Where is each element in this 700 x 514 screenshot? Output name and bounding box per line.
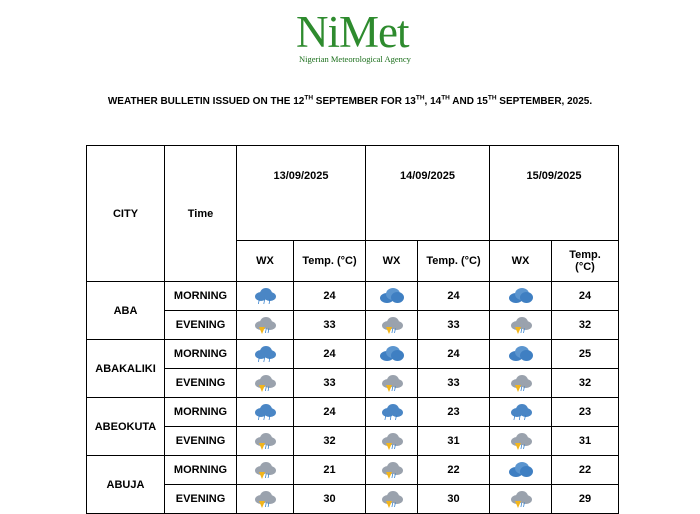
logo-wordmark: NiMet xyxy=(296,7,409,57)
thunderstorm-icon: // xyxy=(380,460,404,480)
temp-value: 33 xyxy=(418,369,490,398)
temp-value: 24 xyxy=(418,340,490,369)
temp-value: 30 xyxy=(418,485,490,514)
thunderstorm-icon: // xyxy=(380,431,404,451)
temp-value: 33 xyxy=(418,311,490,340)
wx-header: WX xyxy=(366,241,418,282)
wx-cell xyxy=(237,485,294,514)
thunderstorm-icon: // xyxy=(253,460,277,480)
temp-value: 31 xyxy=(552,427,619,456)
wx-cell xyxy=(237,311,294,340)
temp-value: 22 xyxy=(418,456,490,485)
time-label: MORNING xyxy=(165,456,237,485)
city-header: CITY xyxy=(87,146,165,282)
wx-cell xyxy=(490,369,552,398)
temp-value: 30 xyxy=(294,485,366,514)
rain-cloud-icon: / / / xyxy=(253,344,277,364)
date-header-2: 14/09/2025 xyxy=(366,146,490,241)
table-row xyxy=(87,485,619,514)
date-header-1: 13/09/2025 xyxy=(237,146,366,241)
wx-cell xyxy=(490,456,552,485)
temp-value: 29 xyxy=(552,485,619,514)
thunderstorm-icon: // xyxy=(380,315,404,335)
date-header-3: 15/09/2025 xyxy=(490,146,619,241)
cloudy-icon xyxy=(380,344,404,364)
thunderstorm-icon: // xyxy=(253,315,277,335)
heading-sup1: TH xyxy=(304,94,314,102)
bulletin-heading xyxy=(0,96,700,107)
temp-value: 24 xyxy=(418,282,490,311)
wx-cell xyxy=(490,340,552,369)
wx-cell xyxy=(490,398,552,427)
wx-cell xyxy=(237,369,294,398)
temp-value: 24 xyxy=(294,282,366,311)
table-row xyxy=(87,427,619,456)
temp-header: Temp. (°C) xyxy=(294,241,366,282)
city-name: ABA xyxy=(87,282,165,340)
temp-value: 31 xyxy=(418,427,490,456)
table-row xyxy=(87,369,619,398)
wx-cell xyxy=(237,398,294,427)
heading-part3: , 14 xyxy=(424,96,442,107)
temp-value: 32 xyxy=(294,427,366,456)
wx-cell xyxy=(366,398,418,427)
rain-cloud-icon: / / / xyxy=(253,286,277,306)
cloudy-icon xyxy=(509,460,533,480)
cloudy-icon xyxy=(509,286,533,306)
table-row xyxy=(87,456,619,485)
temp-value: 33 xyxy=(294,311,366,340)
temp-value: 32 xyxy=(552,369,619,398)
heading-part4: AND 15 xyxy=(449,96,488,107)
time-label: MORNING xyxy=(165,340,237,369)
city-name: ABAKALIKI xyxy=(87,340,165,398)
temp-header-line1: Temp. xyxy=(569,249,601,261)
wx-cell xyxy=(366,311,418,340)
wx-cell xyxy=(366,456,418,485)
temp-value: 33 xyxy=(294,369,366,398)
wx-cell xyxy=(490,427,552,456)
thunderstorm-icon: // xyxy=(253,373,277,393)
temp-header: Temp. (°C) xyxy=(418,241,490,282)
wx-cell xyxy=(237,340,294,369)
time-label: MORNING xyxy=(165,282,237,311)
wx-cell xyxy=(366,427,418,456)
weather-table xyxy=(86,145,619,514)
wx-cell xyxy=(237,427,294,456)
time-label: MORNING xyxy=(165,398,237,427)
table-row xyxy=(87,311,619,340)
heading-sup4: TH xyxy=(487,94,497,102)
wx-header: WX xyxy=(490,241,552,282)
wx-cell xyxy=(366,282,418,311)
heading-part5: SEPTEMBER, 2025. xyxy=(496,96,593,107)
thunderstorm-icon: // xyxy=(509,431,533,451)
rain-cloud-icon: / / / xyxy=(509,402,533,422)
wx-cell xyxy=(237,282,294,311)
table-row xyxy=(87,398,619,427)
time-label: EVENING xyxy=(165,427,237,456)
wx-cell xyxy=(490,485,552,514)
thunderstorm-icon: // xyxy=(380,373,404,393)
rain-cloud-icon: / / / xyxy=(380,402,404,422)
temp-value: 24 xyxy=(552,282,619,311)
cloudy-icon xyxy=(509,344,533,364)
city-name: ABEOKUTA xyxy=(87,398,165,456)
temp-header-line2: (°C) xyxy=(575,261,595,273)
city-name: ABUJA xyxy=(87,456,165,514)
time-header: Time xyxy=(165,146,237,282)
logo-subtitle: Nigerian Meteorological Agency xyxy=(299,54,411,64)
heading-sup3: TH xyxy=(441,94,450,102)
thunderstorm-icon: // xyxy=(509,489,533,509)
time-label: EVENING xyxy=(165,485,237,514)
thunderstorm-icon: // xyxy=(253,489,277,509)
temp-value: 24 xyxy=(294,340,366,369)
cloudy-icon xyxy=(380,286,404,306)
heading-part1: WEATHER BULLETIN ISSUED ON THE 12 xyxy=(107,96,305,107)
thunderstorm-icon: // xyxy=(380,489,404,509)
temp-value: 23 xyxy=(418,398,490,427)
wx-header: WX xyxy=(237,241,294,282)
heading-sup2: TH xyxy=(415,94,425,102)
rain-cloud-icon: / / / xyxy=(253,402,277,422)
wx-cell xyxy=(366,340,418,369)
thunderstorm-icon: // xyxy=(509,373,533,393)
wx-cell xyxy=(490,282,552,311)
nimet-logo xyxy=(296,8,446,66)
wx-cell xyxy=(237,456,294,485)
time-label: EVENING xyxy=(165,369,237,398)
temp-header-last xyxy=(552,241,619,282)
time-label: EVENING xyxy=(165,311,237,340)
thunderstorm-icon: // xyxy=(509,315,533,335)
temp-value: 24 xyxy=(294,398,366,427)
table-row xyxy=(87,282,619,311)
temp-value: 22 xyxy=(552,456,619,485)
heading-part2: SEPTEMBER FOR 13 xyxy=(313,96,416,107)
temp-value: 25 xyxy=(552,340,619,369)
wx-cell xyxy=(366,369,418,398)
thunderstorm-icon: // xyxy=(253,431,277,451)
temp-value: 32 xyxy=(552,311,619,340)
temp-value: 23 xyxy=(552,398,619,427)
wx-cell xyxy=(366,485,418,514)
temp-value: 21 xyxy=(294,456,366,485)
wx-cell xyxy=(490,311,552,340)
table-row xyxy=(87,340,619,369)
